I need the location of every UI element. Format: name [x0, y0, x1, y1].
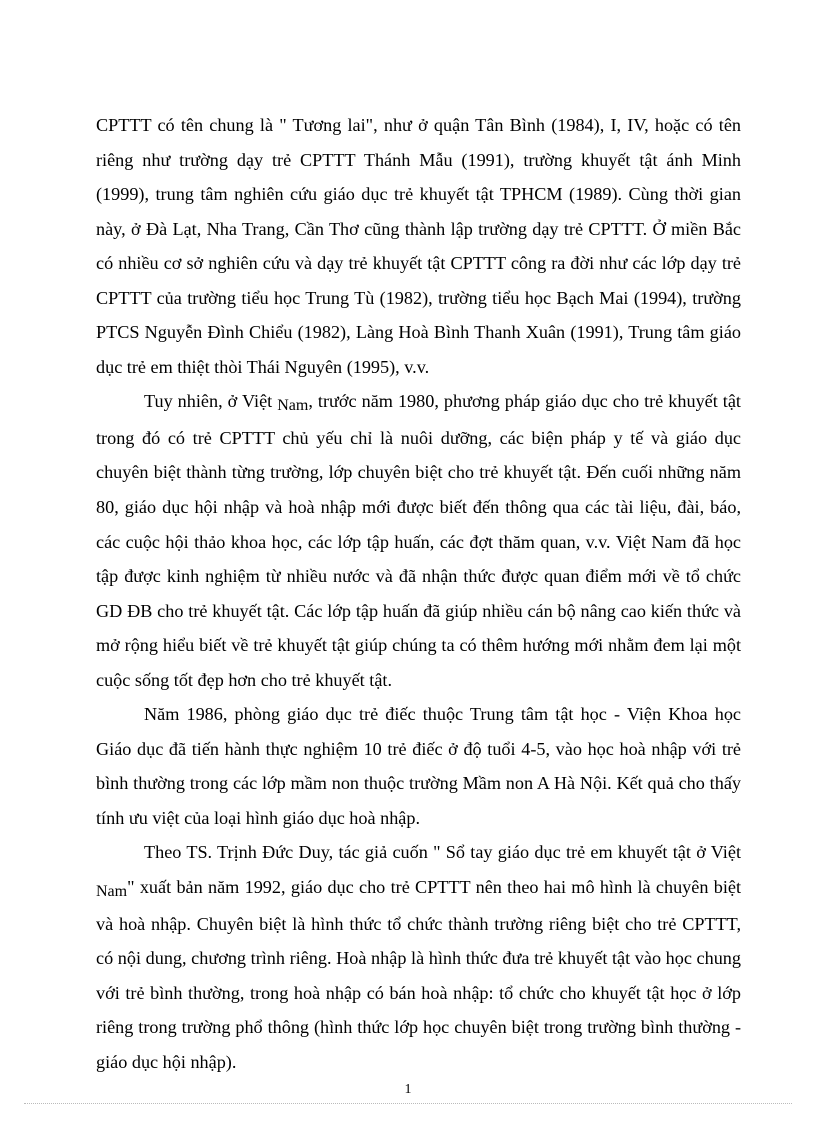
paragraph-1: CPTTT có tên chung là " Tương lai", như ở quận Tân Bình (1984), I, IV, hoặc có tên riêng như trường dạy trẻ CPTTT Thánh Mẫu (1991), trường khuyết tật ánh Minh (1999), trung tâm nghiên cứu giáo dục trẻ khuyết tật TPHCM (1989). Cùng thời gian này, ở Đà Lạt, Nha Trang, Cần Thơ cũng thành lập trường dạy trẻ CPTTT. Ở miền Bắc có nhiều cơ sở nghiên cứu và dạy trẻ khuyết tật CPTTT công ra đời như các lớp dạy trẻ CPTTT của trường tiểu học Trung Tù (1982), trường tiểu học Bạch Mai (1994), trường PTCS Nguyễn Đình Chiểu (1982), Làng Hoà Bình Thanh Xuân (1991), Trung tâm giáo dục trẻ em thiệt thòi Thái Nguyên (1995), v.v.: [96, 115, 741, 377]
paragraph-3: Năm 1986, phòng giáo dục trẻ điếc thuộc Trung tâm tật học - Viện Khoa học Giáo dục đã tiến hành thực nghiệm 10 trẻ điếc ở độ tuổi 4-5, vào học hoà nhập với trẻ bình thường trong các lớp mầm non thuộc trường Mầm non A Hà Nội. Kết quả cho thấy tính ưu việt của loại hình giáo dục hoà nhập.: [96, 704, 741, 828]
paragraph-4-rest: " xuất bản năm 1992, giáo dục cho trẻ CPTTT nên theo hai mô hình là chuyên biệt và hoà nhập. Chuyên biệt là hình thức tổ chức thành trường riêng biệt cho trẻ CPTTT, có nội dung, chương trình riêng. Hoà nhập là hình thức đưa trẻ khuyết tật vào học chung với trẻ bình thường, trong hoà nhập có bán hoà nhập: tổ chức cho khuyết tật học ở lớp riêng trong trường phổ thông (hình thức lớp học chuyên biệt trong trường bình thường - giáo dục hội nhập).: [96, 877, 741, 1072]
lowered-word: Nam: [277, 397, 309, 415]
paragraph-2-start: Tuy nhiên, ở Việt: [144, 391, 278, 412]
footer-divider: [24, 1103, 792, 1104]
paragraph-4: [96, 835, 741, 1079]
page-number: 1: [404, 1082, 412, 1097]
paragraph-4-start: Theo TS. Trịnh Đức Duy, tác giả cuốn " Sổ tay giáo dục trẻ em khuyết tật ở Việt: [144, 842, 741, 863]
lowered-word: Nam: [96, 883, 128, 901]
paragraph-2-rest: , trước năm 1980, phương pháp giáo dục cho trẻ khuyết tật trong đó có trẻ CPTTT chủ yếu chỉ là nuôi dưỡng, các biện pháp y tế và giáo dục chuyên biệt thành từng trường, lớp chuyên biệt cho trẻ khuyết tật. Đến cuối những năm 80, giáo dục hội nhập và hoà nhập mới được biết đến thông qua các tài liệu, đài, báo, các cuộc hội thảo khoa học, các lớp tập huấn, các đợt thăm quan, v.v. Việt Nam đã học tập được kinh nghiệm từ nhiều nước và đã nhận thức được quan điểm mới về tổ chức GD ĐB cho trẻ khuyết tật. Các lớp tập huấn đã giúp nhiều cán bộ nâng cao kiến thức và mở rộng hiểu biết về trẻ khuyết tật giúp chúng ta có thêm hướng mới nhằm đem lại một cuộc sống tốt đẹp hơn cho trẻ khuyết tật.: [96, 391, 741, 690]
body-text: [96, 108, 741, 1079]
paragraph-2: [96, 384, 741, 697]
